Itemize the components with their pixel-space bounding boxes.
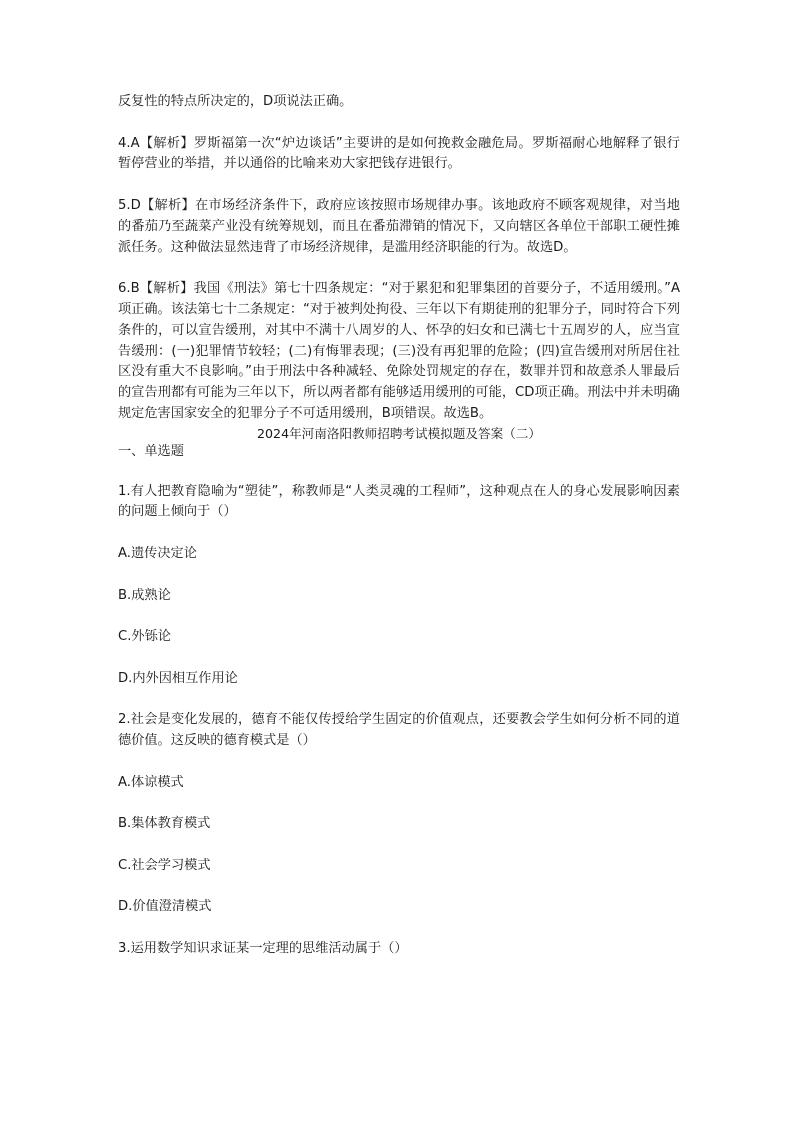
question-2-option-b: B.集体教育模式 [118, 816, 211, 832]
answer-5: 5.D【解析】在市场经济条件下，政府应该按照市场规律办事。该地政府不顾客观规律，对当地的番茄乃至蔬菜产业没有统筹规划，而且在番茄滞销的情况下，又向辖区各单位干部职工硬性摊派任务。这种做法显然违背了市场经济规律，是滥用经济职能的行为。故选D。 [118, 197, 680, 255]
exam-title: 2024年河南洛阳教师招聘考试模拟题及答案（二） [257, 425, 541, 441]
answer-3-tail: 反复性的特点所决定的，D项说法正确。 [118, 94, 353, 109]
question-1-option-a: A.遗传决定论 [118, 545, 197, 561]
document-page [118, 92, 680, 960]
section-heading: 一、单选题 [118, 443, 184, 459]
question-1-option-b: B.成熟论 [118, 587, 171, 603]
question-2-stem: 2.社会是变化发展的，德育不能仅传授给学生固定的价值观点，还要教会学生如何分析不同的道德价值。这反映的德育模式是（） [118, 712, 680, 749]
question-2-option-a: A.体谅模式 [118, 774, 184, 790]
question-3-stem: 3.运用数学知识求证某一定理的思维活动属于（） [118, 941, 408, 957]
question-2-option-c: C.社会学习模式 [118, 857, 211, 873]
question-1-option-c: C.外铄论 [118, 629, 171, 645]
answer-4: 4.A【解析】罗斯福第一次“炉边谈话”主要讲的是如何挽救金融危局。罗斯福耐心地解释了银行暂停营业的举措，并以通俗的比喻来劝大家把钱存进银行。 [118, 135, 680, 172]
answer-6: 6.B【解析】我国《刑法》第七十四条规定：“对于累犯和犯罪集团的首要分子，不适用缓刑。”A项正确。该法第七十二条规定：“对于被判处拘役、三年以下有期徒刑的犯罪分子，同时符合下列条件的，可以宣告缓刑，对其中不满十八周岁的人、怀孕的妇女和已满七十五周岁的人，应当宣告缓刑：(一)犯罪情节较轻；(二)有悔罪表现；(三)没有再犯罪的危险；(四)宣告缓刑对所居住社区没有重大不良影响。”由于刑法中各种减轻、免除处罚规定的存在，数罪并罚和故意杀人罪最后的宣告刑都有可能为三年以下，所以两者都有能够适用缓刑的可能，CD项正确。刑法中并未明确规定危害国家安全的犯罪分子不可适用缓刑，B项错误。故选B。 [118, 281, 680, 421]
question-2-option-d: D.价值澄清模式 [118, 899, 212, 915]
question-1-stem: 1.有人把教育隐喻为“塑徒”，称教师是“人类灵魂的工程师”，这种观点在人的身心发展影响因素的问题上倾向于（） [118, 483, 680, 520]
question-1-option-d: D.内外因相互作用论 [118, 670, 238, 686]
